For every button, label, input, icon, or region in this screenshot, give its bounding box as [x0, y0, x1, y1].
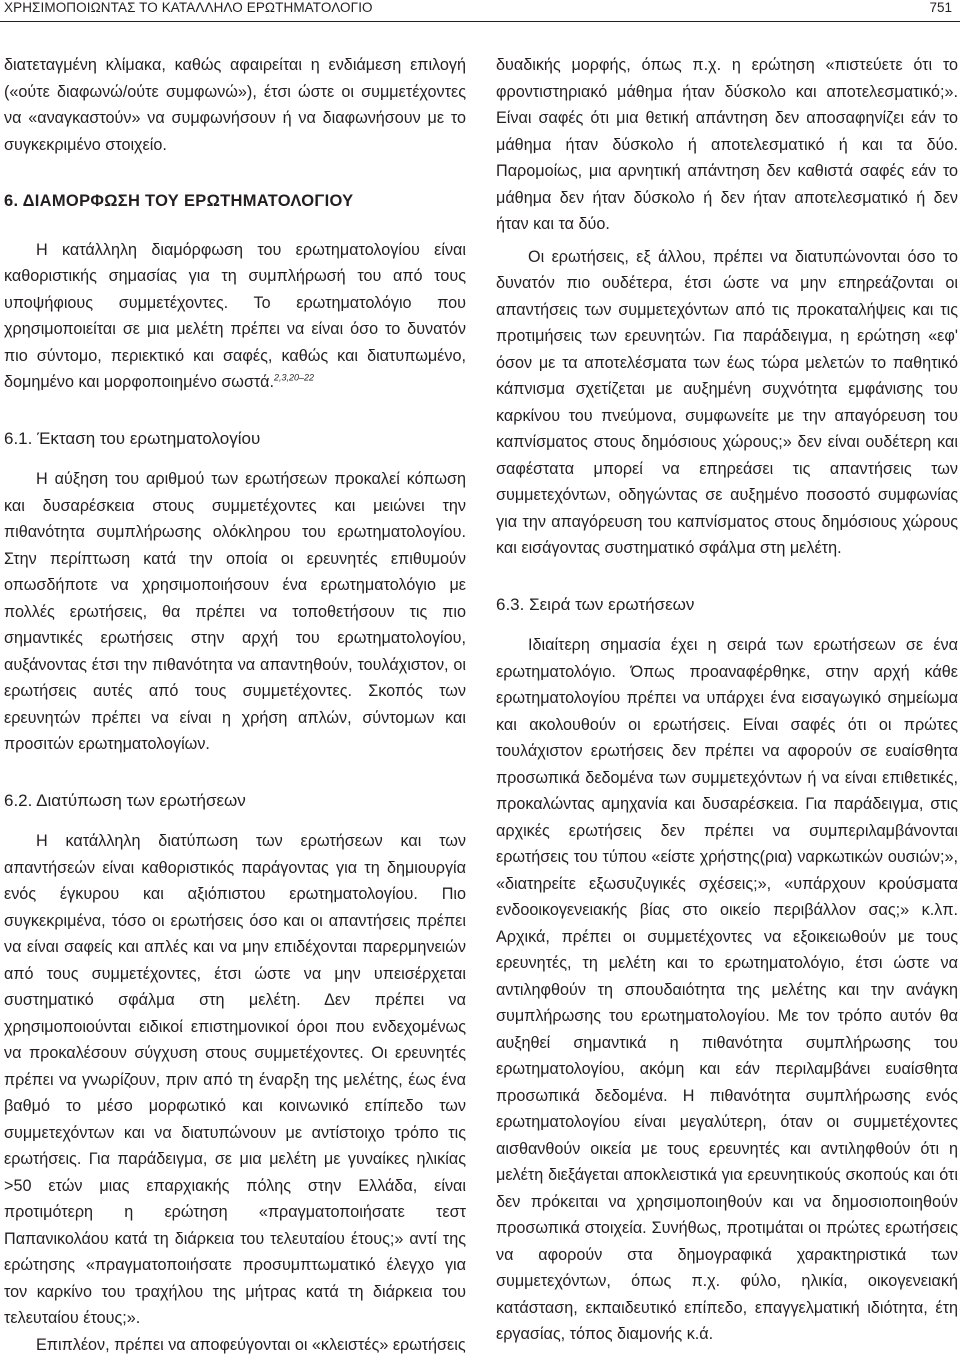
section-6-paragraph	[4, 237, 466, 396]
subsection-6-3-paragraph: Ιδιαίτερη σημασία έχει η σειρά των ερωτήσεων σε ένα ερωτηματολόγιο. Όπως προαναφέρθηκε, στην αρχή κάθε ερωτηματολογίου πρέπει να υπάρχει ένα εισαγωγικό σημείωμα και ακολουθούν οι ερωτήσεις. Είναι σαφές ότι οι πρώτες τουλάχιστον ερωτήσεις δεν πρέπει να αφορούν σε ευαίσθητα προσωπικά δεδομένα των συμμετεχόντων ή να είναι επιθετικές, προκαλώντας αμηχανία και δυσαρέσκεια. Για παράδειγμα, στις αρχικές ερωτήσεις δεν πρέπει να συμπεριλαμβάνονται ερωτήσεις του τύπου «είστε χρήστης(ρια) ναρκωτικών ουσιών;», «διατηρείτε εξωσυζυγικές σχέσεις;», «υπάρχουν κρούσματα ενδοοικογενειακής βίας στο οικείο περιβάλλον σας;» κ.λπ. Αρχικά, πρέπει οι συμμετέχοντες να εξοικειωθούν με τους ερευνητές, τη μελέτη και το ερωτηματολόγιο, έτσι ώστε να αντιληφθούν τη σπουδαιότητα της μελέτης και την ανάγκη συμπλήρωσης του ερωτηματολογίου. Με τον τρόπο αυτόν θα αυξηθεί σημαντικά η πιθανότητα συμπλήρωσης του ερωτηματολογίου, ακόμη και εάν περιλαμβάνει ευαίσθητα προσωπικά δεδομένα. Η πιθανότητα συμπλήρωσης ενός ερωτηματολογίου είναι μεγαλύτερη, όταν οι συμμετέχοντες αισθανθούν οικεία με τους ερευνητές και αντιληφθούν ότι η μελέτη διεξάγεται αποκλειστικά για ερευνητικούς σκοπούς και ότι δεν πρόκειται να χρησιμοποιηθούν και να δημοσιοποιηθούν προσωπικά στοιχεία. Συνήθως, προτιμάται οι πρώτες ερωτήσεις να αφορούν στα δημογραφικά χαρακτηριστικά των συμμετεχόντων, όπως π.χ. φύλο, ηλικία, οικογενειακή κατάσταση, εκπαιδευτικό επίπεδο, επαγγελματική ιδιότητα, έτη εργασίας, τόπος διαμονής κ.ά.	[496, 636, 958, 1343]
continuation-paragraph: δυαδικής μορφής, όπως π.χ. η ερώτηση «πιστεύετε ότι το φροντιστηριακό μάθημα ήταν δύσκολο και αποτελεσματικό;». Είναι σαφές ότι μια θετική απάντηση δεν αποσαφηνίζει εάν το μάθημα ήταν δύσκολο ή αποτελεσματικό ή και τα δύο. Παρομοίως, μια αρνητική απάντηση δεν καθιστά σαφές εάν το μάθημα δεν ήταν δύσκολο ή δεν ήταν αποτελεσματικό ή δεν ήταν και τα δύο.	[496, 56, 958, 233]
subsection-6-2-paragraph-2: Επιπλέον, πρέπει να αποφεύγονται οι «κλειστές» ερωτήσεις	[36, 1335, 466, 1354]
section-6-heading: 6. ΔΙΑΜΟΡΦΩΣΗ ΤΟΥ ΕΡΩΤΗΜΑΤΟΛΟΓΙΟΥ	[4, 192, 354, 210]
reference-superscript: 2,3,20–22	[273, 372, 315, 383]
intro-paragraph: διατεταγμένη κλίμακα, καθώς αφαιρείται η ενδιάμεση επιλογή («ούτε διαφωνώ/ούτε συμφωνώ»), έτσι ώστε οι συμμετέχοντες να «αναγκαστούν» να συμφωνήσουν ή να διαφωνήσουν με το συγκεκριμένο στοιχείο.	[4, 56, 466, 154]
left-column	[4, 52, 466, 1358]
subsection-6-2-paragraph-1: Η κατάλληλη διατύπωση των ερωτήσεων και των απαντήσεών είναι καθοριστικός παράγοντας για τη δημιουργία ενός έγκυρου και αξιόπιστου ερωτηματολογίου. Πιο συγκεκριμένα, τόσο οι ερωτήσεις όσο και οι απαντήσεις πρέπει να είναι σαφείς και απλές και να μην επιδέχονται παρερμηνειών από τους συμμετέχοντες, έτσι ώστε να μην υπεισέρχεται συστηματικό σφάλμα στη μελέτη. Δεν πρέπει να χρησιμοποιούνται ειδικοί επιστημονικοί όροι που ενδεχομένως να προκαλέσουν σύγχυση στους συμμετέχοντες. Οι ερευνητές πρέπει να γνωρίζουν, πριν από τη έναρξη της μελέτης, έως ένα βαθμό το μέσο μορφωτικό και κοινωνικό επίπεδο των συμμετεχόντων και να διατυπώνουν με αντίστοιχο τρόπο τις ερωτήσεις. Για παράδειγμα, σε μια μελέτη με γυναίκες ηλικίας >50 ετών μιας επαρχιακής πόλης στην Ελλάδα, είναι προτιμότερη η ερώτηση «πραγματοποιήσατε τεστ Παπανικολάου κατά τη διάρκεια του τελευταίου έτους;» αντί της ερώτησης «πραγματοποιήσατε προσυμπτωματικό έλεγχο για τον καρκίνο του τραχήλου της μήτρας κατά τη διάρκεια του τελευταίου έτους;».	[4, 832, 466, 1327]
running-header-title: ΧΡΗΣΙΜΟΠΟΙΩΝΤΑΣ ΤΟ ΚΑΤΑΛΛΗΛΟ ΕΡΩΤΗΜΑΤΟΛΟΓΙΟ	[4, 0, 373, 15]
header-divider	[0, 21, 960, 22]
subsection-6-1-paragraph: Η αύξηση του αριθμού των ερωτήσεων προκαλεί κόπωση και δυσαρέσκεια στους συμμετέχοντες και μειώνει την πιθανότητα συμπλήρωσης ολόκληρου του ερωτηματολογίου. Στην περίπτωση κατά την οποία οι ερευνητές επιθυμούν οπωσδήποτε να χρησιμοποιήσουν ένα ερωτηματολόγιο με πολλές ερωτήσεις, θα πρέπει να τοποθετήσουν τις πιο σημαντικές ερωτήσεις στην αρχή του ερωτηματολογίου, αυξάνοντας έτσι την πιθανότητα να απαντηθούν, τουλάχιστον, οι ερωτήσεις αυτές από τους συμμετέχοντες. Σκοπός των ερευνητών πρέπει να είναι η χρήση απλών, σύντομων και προσιτών ερωτηματολογίων.	[4, 470, 466, 753]
subsection-6-2-heading: 6.2. Διατύπωση των ερωτήσεων	[4, 790, 246, 810]
section-6-text: Η κατάλληλη διαμόρφωση του ερωτηματολογίου είναι καθοριστικής σημασίας για τη συμπλήρωσή του από τους υποψήφιους συμμετέχοντες. Το ερωτηματολόγιο που χρησιμοποιείται σε μια μελέτη πρέπει να είναι όσο το δυνατόν πιο σύντομο, περιεκτικό και σαφές, καθώς και διατυπωμένο, δομημένο και μορφοποιημένο σωστά.	[4, 240, 466, 391]
page-number: 751	[929, 0, 952, 15]
subsection-6-3-heading: 6.3. Σειρά των ερωτήσεων	[496, 594, 695, 614]
neutral-wording-paragraph: Οι ερωτήσεις, εξ άλλου, πρέπει να διατυπώνονται όσο το δυνατόν πιο ουδέτερα, έτσι ώστε να μην επηρεάζονται οι απαντήσεις των συμμετεχόντων από τις προκαταλήψεις και τις προτιμήσεις των ερευνητών. Για παράδειγμα, η ερώτηση «εφ' όσον με τα αποτελέσματα των έως τώρα μελετών το παθητικό κάπνισμα σχετίζεται με αυξημένη συχνότητα εμφάνισης του καρκίνου του πνεύμονα, συμφωνείτε με την απαγόρευση του καπνίσματος στους δημόσιους χώρους;» δεν είναι ουδέτερη και σαφέστατα μπορεί να επηρεάσει τις απαντήσεις των συμμετεχόντων, οδηγώντας σε αυξημένο ποσοστό συμφωνίας για την απαγόρευση του καπνίσματος στους δημόσιους χώρους και εισάγοντας συστηματικό σφάλμα στη μελέτη.	[496, 247, 958, 557]
right-column	[496, 52, 958, 1348]
subsection-6-1-heading: 6.1. Έκταση του ερωτηματολογίου	[4, 428, 261, 448]
